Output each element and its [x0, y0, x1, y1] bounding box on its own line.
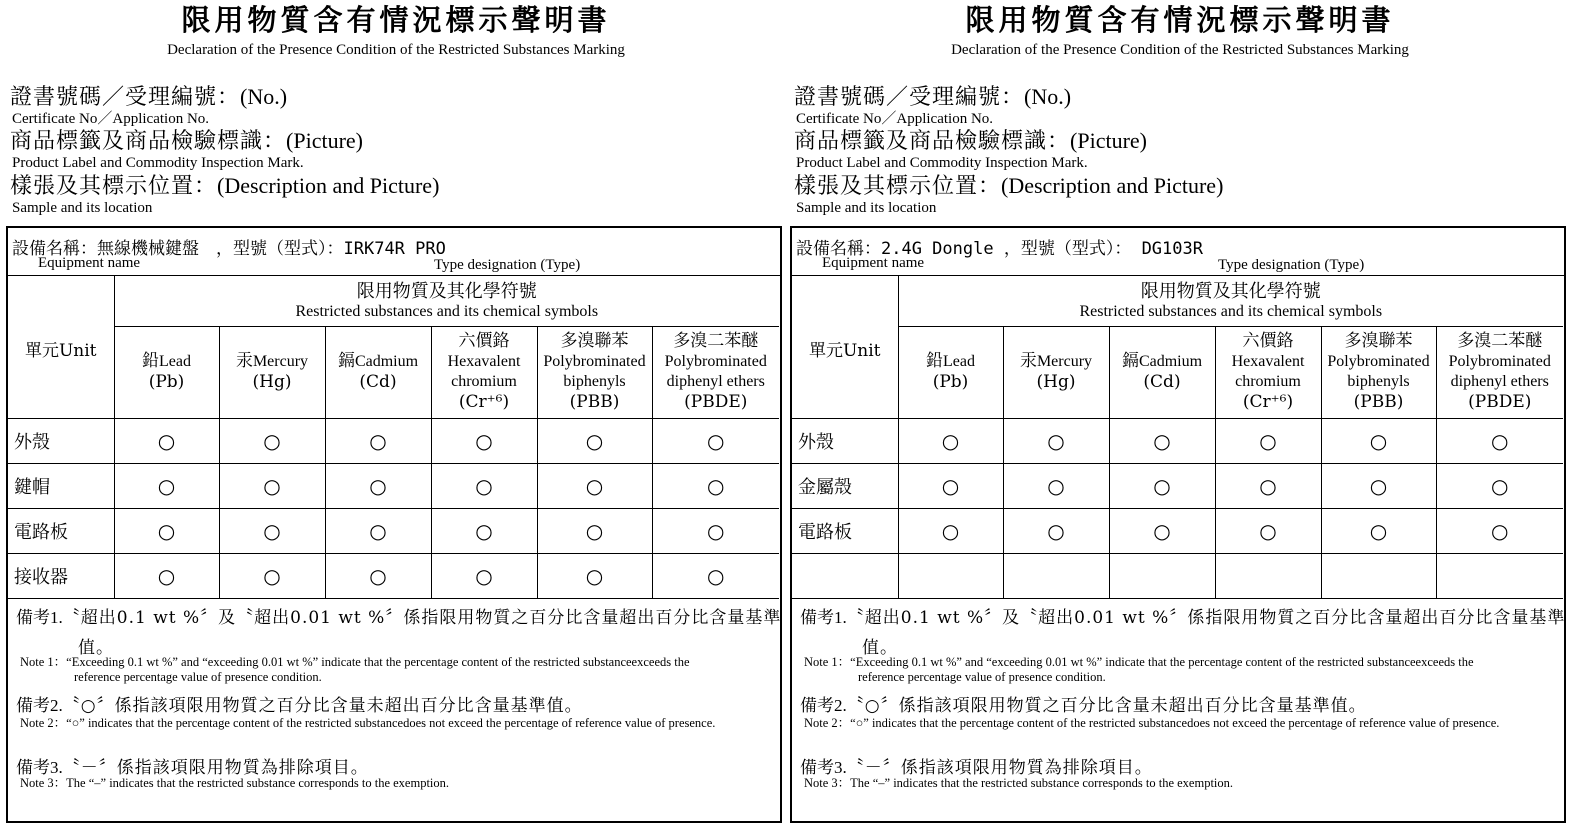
field-product-label: [794, 128, 1147, 171]
presence-mark: ○: [652, 418, 779, 463]
field-label-en: Certificate No／Application No.: [12, 111, 210, 127]
restricted-header-zh: 限用物質及其化學符號: [1140, 280, 1321, 302]
unit-header: 單元Unit: [8, 276, 114, 418]
note-2-zh: 備考2.〝○〞係指該項限用物質之百分比含量未超出百分比含量基準值。: [16, 696, 583, 716]
unit-cell: [792, 553, 898, 598]
field-product-label: [10, 128, 363, 171]
unit-cell: 外殼: [792, 418, 898, 463]
model-number: IRK74R PRO: [343, 239, 446, 259]
field-label-inline: (Description and Picture): [1001, 173, 1224, 198]
equipment-row: [792, 228, 1564, 276]
presence-mark: ○: [1321, 463, 1436, 508]
presence-mark: ○: [1215, 508, 1321, 553]
equipment-name-en: Equipment name: [822, 255, 925, 271]
table-row: [792, 463, 1563, 508]
note-1-zh: 備考1.〝超出0.1 wt %〞及〝超出0.01 wt %〞係指限用物質之百分比含量超出百分比含量基準: [800, 608, 1566, 628]
presence-mark: ○: [114, 463, 219, 508]
substance-header-cadmium: 鎘Cadmium (Cd): [325, 326, 431, 418]
note-3-en: Note 3：The “–” indicates that the restricted substance corresponds to the exemption.: [20, 776, 450, 790]
substance-header-lead: 鉛Lead (Pb): [898, 326, 1003, 418]
table-row: [8, 553, 779, 598]
substance-header-pbb: 多溴聯苯 Polybrominated biphenyls (PBB): [537, 326, 652, 418]
field-label-en: Product Label and Commodity Inspection Mark.: [796, 155, 1088, 171]
field-certificate-no: [794, 84, 1071, 127]
presence-mark: ○: [537, 508, 652, 553]
table-row: [792, 553, 1563, 598]
table-row: [792, 508, 1563, 553]
field-label-zh: 商品標籤及商品檢驗標識：: [10, 129, 287, 154]
field-label-zh: 樣張及其標示位置：: [10, 174, 218, 199]
presence-mark: ○: [219, 463, 325, 508]
table-row: [8, 418, 779, 463]
presence-mark: ○: [652, 508, 779, 553]
note-1-zh: 備考1.〝超出0.1 wt %〞及〝超出0.01 wt %〞係指限用物質之百分比含量超出百分比含量基準: [16, 608, 782, 628]
note-3-en: Note 3：The “–” indicates that the restricted substance corresponds to the exemption.: [804, 776, 1234, 790]
document-subtitle: Declaration of the Presence Condition of the Restricted Substances Marking: [951, 42, 1409, 58]
presence-mark: ○: [325, 418, 431, 463]
presence-mark: ○: [1215, 463, 1321, 508]
presence-mark: ○: [114, 553, 219, 598]
model-number: DG103R: [1131, 239, 1203, 259]
field-label-zh: 樣張及其標示位置：: [794, 174, 1002, 199]
presence-mark: ○: [325, 463, 431, 508]
presence-mark: ○: [431, 418, 537, 463]
presence-mark: ○: [1436, 463, 1563, 508]
substance-header-pbde: 多溴二苯醚 Polybrominated diphenyl ethers (PBDE): [1436, 326, 1563, 418]
presence-mark: ○: [652, 463, 779, 508]
note-1-en: Note 1：“Exceeding 0.1 wt %” and “exceeding 0.01 wt %” indicate that the percentage content of the restricted substanceexceeds the: [804, 655, 1474, 669]
field-label-zh: 證書號碼／受理編號：: [794, 85, 1025, 110]
substance-table: [792, 276, 1563, 599]
field-label-inline: (Picture): [1070, 128, 1147, 153]
restricted-header-en: Restricted substances and its chemical symbols: [1079, 302, 1383, 320]
substance-header-hexavalent-chromium: 六價鉻 Hexavalent chromium (Cr⁺⁶): [431, 326, 537, 418]
note-1-en-continued: reference percentage value of presence condition.: [858, 670, 1106, 684]
presence-mark: ○: [219, 553, 325, 598]
declaration-document-dongle: [790, 0, 1570, 830]
presence-mark: ○: [114, 508, 219, 553]
note-1-zh-continued: 值。: [78, 638, 114, 658]
unit-header: 單元Unit: [792, 276, 898, 418]
presence-mark: ○: [219, 418, 325, 463]
presence-mark: ○: [1109, 508, 1215, 553]
type-designation-en: Type designation (Type): [434, 257, 581, 273]
unit-cell: 外殼: [8, 418, 114, 463]
presence-mark: ○: [537, 553, 652, 598]
field-label-inline: (No.): [1024, 84, 1072, 109]
presence-mark: [1003, 553, 1109, 598]
presence-mark: ○: [1109, 463, 1215, 508]
field-label-zh: 證書號碼／受理編號：: [10, 85, 241, 110]
restricted-substances-header: [114, 276, 779, 326]
substance-header-pbb: 多溴聯苯 Polybrominated biphenyls (PBB): [1321, 326, 1436, 418]
note-1-en-continued: reference percentage value of presence condition.: [74, 670, 322, 684]
table-row: [8, 508, 779, 553]
field-label-zh: 商品標籤及商品檢驗標識：: [794, 129, 1071, 154]
equipment-row: [8, 228, 780, 276]
field-sample-location: [10, 173, 439, 216]
note-3-zh: 備考3.〝－〞係指該項限用物質為排除項目。: [16, 758, 369, 778]
field-label-en: Sample and its location: [796, 200, 937, 216]
substance-header-hexavalent-chromium: 六價鉻 Hexavalent chromium (Cr⁺⁶): [1215, 326, 1321, 418]
presence-mark: [1436, 553, 1563, 598]
presence-mark: ○: [431, 553, 537, 598]
substance-header-lead: 鉛Lead (Pb): [114, 326, 219, 418]
presence-mark: ○: [652, 553, 779, 598]
presence-mark: ○: [898, 463, 1003, 508]
type-label: ，型號（型式）：: [1003, 239, 1132, 259]
presence-mark: ○: [1215, 418, 1321, 463]
substance-header-cadmium: 鎘Cadmium (Cd): [1109, 326, 1215, 418]
table-row: [792, 418, 1563, 463]
type-designation-en: Type designation (Type): [1218, 257, 1365, 273]
unit-cell: 接收器: [8, 553, 114, 598]
presence-mark: ○: [898, 418, 1003, 463]
substance-header-mercury: 汞Mercury (Hg): [1003, 326, 1109, 418]
equipment-name: 2.4G Dongle: [881, 239, 1004, 259]
presence-mark: ○: [431, 508, 537, 553]
presence-mark: ○: [1436, 418, 1563, 463]
note-2-zh: 備考2.〝○〞係指該項限用物質之百分比含量未超出百分比含量基準值。: [800, 696, 1367, 716]
substance-header-mercury: 汞Mercury (Hg): [219, 326, 325, 418]
equipment-label: 設備名稱：: [796, 239, 881, 259]
presence-mark: ○: [219, 508, 325, 553]
presence-mark: ○: [1003, 463, 1109, 508]
presence-mark: [1109, 553, 1215, 598]
field-label-inline: (Picture): [286, 128, 363, 153]
restricted-header-en: Restricted substances and its chemical symbols: [295, 302, 599, 320]
note-3-zh: 備考3.〝－〞係指該項限用物質為排除項目。: [800, 758, 1153, 778]
declaration-frame: [790, 226, 1566, 823]
unit-cell: 鍵帽: [8, 463, 114, 508]
unit-cell: 金屬殼: [792, 463, 898, 508]
substance-header-pbde: 多溴二苯醚 Polybrominated diphenyl ethers (PBDE): [652, 326, 779, 418]
presence-mark: ○: [325, 508, 431, 553]
table-row: [8, 463, 779, 508]
type-label: ，型號（型式）：: [216, 239, 344, 259]
note-1-zh-continued: 值。: [862, 638, 898, 658]
presence-mark: ○: [537, 463, 652, 508]
presence-mark: ○: [537, 418, 652, 463]
presence-mark: [898, 553, 1003, 598]
equipment-label: 設備名稱：: [12, 239, 97, 259]
presence-mark: ○: [898, 508, 1003, 553]
equipment-name-en: Equipment name: [38, 255, 141, 271]
presence-mark: ○: [1321, 418, 1436, 463]
document-title: 限用物質含有情況標示聲明書: [181, 3, 611, 37]
presence-mark: ○: [1109, 418, 1215, 463]
field-label-en: Sample and its location: [12, 200, 153, 216]
presence-mark: ○: [1003, 418, 1109, 463]
presence-mark: ○: [1003, 508, 1109, 553]
presence-mark: ○: [1321, 508, 1436, 553]
restricted-header-zh: 限用物質及其化學符號: [356, 280, 537, 302]
presence-mark: ○: [325, 553, 431, 598]
document-subtitle: Declaration of the Presence Condition of the Restricted Substances Marking: [167, 42, 625, 58]
document-title: 限用物質含有情況標示聲明書: [965, 3, 1395, 37]
declaration-document-keyboard: [6, 0, 786, 830]
substance-table: [8, 276, 779, 599]
note-1-en: Note 1：“Exceeding 0.1 wt %” and “exceeding 0.01 wt %” indicate that the percentage content of the restricted substanceexceeds the: [20, 655, 690, 669]
field-label-en: Product Label and Commodity Inspection Mark.: [12, 155, 304, 171]
presence-mark: ○: [114, 418, 219, 463]
restricted-substances-header: [898, 276, 1563, 326]
presence-mark: [1321, 553, 1436, 598]
field-label-inline: (No.): [240, 84, 288, 109]
field-certificate-no: [10, 84, 287, 127]
note-2-en: Note 2：“○” indicates that the percentage content of the restricted substancedoes not exceed the percentage of reference value of presence.: [804, 716, 1500, 730]
field-label-en: Certificate No／Application No.: [796, 111, 994, 127]
presence-mark: ○: [1436, 508, 1563, 553]
presence-mark: ○: [431, 463, 537, 508]
unit-cell: 電路板: [792, 508, 898, 553]
note-2-en: Note 2：“○” indicates that the percentage content of the restricted substancedoes not exceed the percentage of reference value of presence.: [20, 716, 716, 730]
declaration-frame: [6, 226, 782, 823]
field-label-inline: (Description and Picture): [217, 173, 440, 198]
presence-mark: [1215, 553, 1321, 598]
unit-cell: 電路板: [8, 508, 114, 553]
equipment-name: 無線機械鍵盤: [97, 239, 216, 259]
field-sample-location: [794, 173, 1223, 216]
